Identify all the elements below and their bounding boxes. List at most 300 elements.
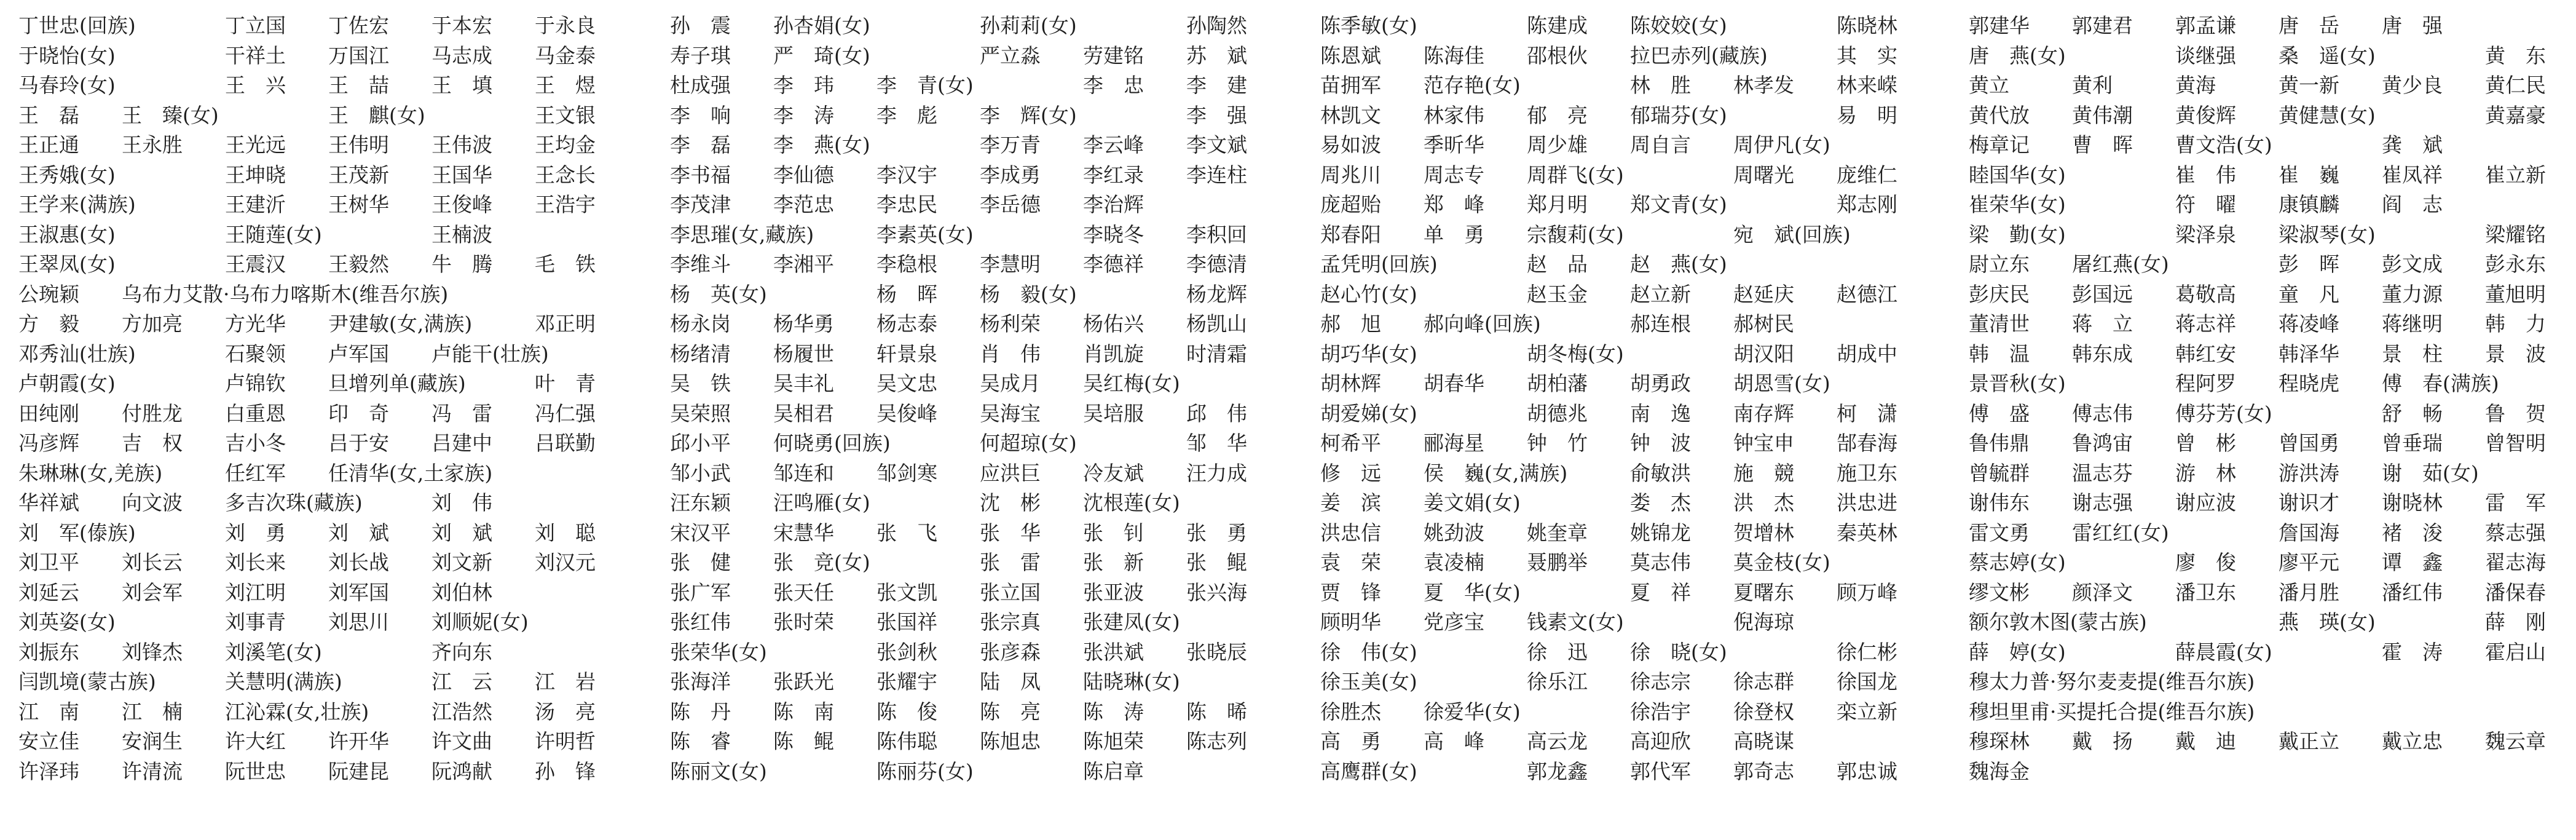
person-name: 栾立新 — [1837, 699, 1897, 724]
person-name: 傅 春(满族) — [2382, 371, 2499, 395]
person-name: 吕建中 — [431, 431, 492, 455]
name-row — [18, 282, 639, 312]
person-name: 徐爱华(女) — [1424, 699, 1521, 724]
name-row — [1320, 700, 1941, 730]
person-name: 王 填 — [431, 73, 492, 97]
person-name: 陈 丹 — [670, 699, 731, 724]
person-name: 黄海 — [2175, 73, 2216, 97]
person-name: 王随莲(女) — [225, 222, 322, 247]
person-name: 吕于安 — [328, 431, 389, 455]
person-name: 彭永东 — [2485, 252, 2546, 276]
person-name: 马金泰 — [535, 43, 596, 68]
person-name: 张兴海 — [1186, 580, 1247, 604]
name-row — [18, 103, 639, 133]
person-name: 刘卫平 — [18, 550, 79, 574]
person-name: 谭 鑫 — [2382, 550, 2443, 574]
person-name: 关慧明(满族) — [225, 670, 342, 694]
person-name: 郝向峰(回族) — [1424, 312, 1541, 336]
person-name: 劳建铭 — [1083, 43, 1144, 68]
person-name: 易如波 — [1320, 133, 1381, 157]
person-name: 李书福 — [670, 162, 731, 187]
person-name: 钟 波 — [1630, 431, 1691, 455]
person-name: 吴成月 — [980, 371, 1041, 395]
person-name: 周自言 — [1630, 133, 1691, 157]
person-name: 陈志列 — [1186, 729, 1247, 753]
person-name: 郝树民 — [1733, 312, 1794, 336]
name-row — [18, 729, 639, 759]
person-name: 任清华(女,土家族) — [328, 461, 493, 485]
person-name: 印 奇 — [328, 401, 389, 426]
person-name: 邹小武 — [670, 461, 731, 485]
person-name: 徐浩宇 — [1630, 699, 1691, 724]
person-name: 李维斗 — [670, 252, 731, 276]
name-row — [18, 700, 639, 730]
person-name: 阮鸿献 — [431, 759, 492, 783]
name-row — [18, 550, 639, 580]
person-name: 干祥土 — [225, 43, 286, 68]
person-name: 徐胜杰 — [1320, 699, 1381, 724]
person-name: 庞超贻 — [1320, 192, 1381, 216]
person-name: 潘月胜 — [2279, 580, 2339, 604]
name-row — [1969, 342, 2576, 372]
name-row — [18, 402, 639, 432]
person-name: 郝 旭 — [1320, 312, 1381, 336]
person-name: 李素英(女) — [876, 222, 974, 247]
person-name: 丁立国 — [225, 14, 286, 38]
name-row — [1969, 461, 2576, 491]
person-name: 蒋凌峰 — [2279, 312, 2339, 336]
person-name: 宋慧华 — [773, 520, 834, 545]
person-name: 崔荣华(女) — [1969, 192, 2066, 216]
person-name: 雷红红(女) — [2072, 520, 2169, 545]
person-name: 张 钊 — [1083, 520, 1144, 545]
person-name: 洪忠信 — [1320, 520, 1381, 545]
name-row — [18, 342, 639, 372]
person-name: 王 臻(女) — [122, 103, 219, 127]
person-name: 黄俊辉 — [2175, 103, 2236, 127]
person-name: 张红伟 — [670, 610, 731, 634]
person-name: 崔立新 — [2485, 162, 2546, 187]
person-name: 韩东成 — [2072, 341, 2133, 366]
person-name: 薛晨霞(女) — [2175, 640, 2272, 664]
person-name: 尹建敏(女,满族) — [328, 312, 473, 336]
person-name: 梁淑琴(女) — [2279, 222, 2376, 247]
name-row — [1969, 700, 2576, 730]
person-name: 张 竞(女) — [773, 550, 870, 574]
person-name: 陈 南 — [773, 699, 834, 724]
person-name: 顾万峰 — [1837, 580, 1897, 604]
person-name: 黄少良 — [2382, 73, 2443, 97]
person-name: 胡柏藩 — [1527, 371, 1588, 395]
person-name: 鲁伟鼎 — [1969, 431, 2030, 455]
person-name: 睦国华(女) — [1969, 162, 2066, 187]
person-name: 刘 军(傣族) — [18, 520, 136, 545]
person-name: 刘锋杰 — [122, 640, 183, 664]
name-column-2 — [670, 14, 1291, 789]
person-name: 李汉宇 — [876, 162, 937, 187]
person-name: 李忠民 — [876, 192, 937, 216]
person-name: 胡恩雪(女) — [1733, 371, 1830, 395]
person-name: 谢晓林 — [2382, 491, 2443, 515]
person-name: 王国华 — [431, 162, 492, 187]
person-name: 江 云 — [431, 670, 492, 694]
person-name: 多吉次珠(藏族) — [225, 491, 363, 515]
person-name: 徐 晓(女) — [1630, 640, 1727, 664]
person-name: 舒 畅 — [2382, 401, 2443, 426]
person-name: 林来嵘 — [1837, 73, 1897, 97]
person-name: 陈伟聪 — [876, 729, 937, 753]
person-name: 潘卫东 — [2175, 580, 2236, 604]
person-name: 孙陶然 — [1186, 14, 1247, 38]
person-name: 张 雷 — [980, 550, 1041, 574]
person-name: 严立淼 — [980, 43, 1041, 68]
person-name: 霍启山 — [2485, 640, 2546, 664]
person-name: 娄 杰 — [1630, 491, 1691, 515]
name-row — [1320, 312, 1941, 342]
name-row — [18, 133, 639, 163]
person-name: 陈 鲲 — [773, 729, 834, 753]
person-name: 吴相君 — [773, 401, 834, 426]
person-name: 谢志强 — [2072, 491, 2133, 515]
person-name: 郑月明 — [1527, 192, 1588, 216]
person-name: 邹连和 — [773, 461, 834, 485]
person-name: 贾 锋 — [1320, 580, 1381, 604]
person-name: 刘 勇 — [225, 520, 286, 545]
person-name: 鲁 贺 — [2485, 401, 2546, 426]
person-name: 刘长云 — [122, 550, 183, 574]
person-name: 蒋继明 — [2382, 312, 2443, 336]
person-name: 王伟明 — [328, 133, 389, 157]
person-name: 吕联勤 — [535, 431, 596, 455]
person-name: 葛敬高 — [2175, 282, 2236, 306]
person-name: 李 玮 — [773, 73, 834, 97]
person-name: 刘江明 — [225, 580, 286, 604]
person-name: 张国祥 — [876, 610, 937, 634]
person-name: 张宗真 — [980, 610, 1041, 634]
person-name: 陈建成 — [1527, 14, 1588, 38]
person-name: 张建凤(女) — [1083, 610, 1180, 634]
person-name: 陈海佳 — [1424, 43, 1484, 68]
name-row — [1320, 461, 1941, 491]
person-name: 南存辉 — [1733, 401, 1794, 426]
person-name: 薛 婷(女) — [1969, 640, 2066, 664]
person-name: 李红录 — [1083, 162, 1144, 187]
person-name: 吴荣照 — [670, 401, 731, 426]
person-name: 杨履世 — [773, 341, 834, 366]
person-name: 洪 杰 — [1733, 491, 1794, 515]
person-name: 戴 扬 — [2072, 729, 2133, 753]
name-row — [18, 223, 639, 253]
name-row — [670, 342, 1291, 372]
person-name: 安立佳 — [18, 729, 79, 753]
name-row — [670, 580, 1291, 611]
name-column-1 — [18, 14, 639, 789]
name-row — [1320, 550, 1941, 580]
person-name: 屠红燕(女) — [2072, 252, 2169, 276]
person-name: 沈 彬 — [980, 491, 1041, 515]
person-name: 王楠波 — [431, 222, 492, 247]
person-name: 潘保春 — [2485, 580, 2546, 604]
person-name: 宋汉平 — [670, 520, 731, 545]
person-name: 贺增林 — [1733, 520, 1794, 545]
person-name: 胡巧华(女) — [1320, 341, 1417, 366]
person-name: 赵立新 — [1630, 282, 1691, 306]
person-name: 王茂新 — [328, 162, 389, 187]
person-name: 程阿罗 — [2175, 371, 2236, 395]
person-name: 阮世忠 — [225, 759, 286, 783]
name-row — [1969, 431, 2576, 461]
person-name: 王毅然 — [328, 252, 389, 276]
person-name: 黄一新 — [2279, 73, 2339, 97]
person-name: 李湘平 — [773, 252, 834, 276]
person-name: 向文波 — [122, 491, 183, 515]
person-name: 刘汉元 — [535, 550, 596, 574]
person-name: 袁 荣 — [1320, 550, 1381, 574]
person-name: 倪海琼 — [1733, 610, 1794, 634]
name-row — [670, 402, 1291, 432]
name-row — [1969, 550, 2576, 580]
person-name: 夏 华(女) — [1424, 580, 1521, 604]
person-name: 朱琳琳(女,羌族) — [18, 461, 163, 485]
person-name: 桑 遥(女) — [2279, 43, 2376, 68]
name-row — [1969, 223, 2576, 253]
person-name: 邹 华 — [1186, 431, 1247, 455]
name-row — [670, 192, 1291, 223]
person-name: 张 华 — [980, 520, 1041, 545]
person-name: 于本宏 — [431, 14, 492, 38]
person-name: 王 磊 — [18, 103, 79, 127]
person-name: 李仙德 — [773, 162, 834, 187]
person-name: 张广军 — [670, 580, 731, 604]
person-name: 方 毅 — [18, 312, 79, 336]
person-name: 于永良 — [535, 14, 596, 38]
person-name: 唐 强 — [2382, 14, 2443, 38]
name-row — [670, 550, 1291, 580]
name-row — [670, 371, 1291, 402]
person-name: 李治辉 — [1083, 192, 1144, 216]
person-name: 唐 岳 — [2279, 14, 2339, 38]
name-row — [670, 670, 1291, 700]
name-row — [1320, 402, 1941, 432]
person-name: 彭国远 — [2072, 282, 2133, 306]
person-name: 公琬颖 — [18, 282, 79, 306]
person-name: 林凯文 — [1320, 103, 1381, 127]
person-name: 彭庆民 — [1969, 282, 2030, 306]
person-name: 俞敏洪 — [1630, 461, 1691, 485]
name-row — [18, 431, 639, 461]
person-name: 戴 迪 — [2175, 729, 2236, 753]
name-column-4 — [1969, 14, 2576, 789]
person-name: 孙 震 — [670, 14, 731, 38]
person-name: 徐国龙 — [1837, 670, 1897, 694]
person-name: 温志芬 — [2072, 461, 2133, 485]
person-name: 夏 祥 — [1630, 580, 1691, 604]
person-name: 徐登权 — [1733, 699, 1794, 724]
person-name: 吴红梅(女) — [1083, 371, 1180, 395]
person-name: 张 勇 — [1186, 520, 1247, 545]
person-name: 李 彪 — [876, 103, 937, 127]
person-name: 其 实 — [1837, 43, 1897, 68]
person-name: 杨永岗 — [670, 312, 731, 336]
person-name: 沈根莲(女) — [1083, 491, 1180, 515]
person-name: 旦增列单(藏族) — [328, 371, 466, 395]
name-row — [1320, 759, 1941, 790]
person-name: 季昕华 — [1424, 133, 1484, 157]
name-row — [1320, 103, 1941, 133]
person-name: 吴培服 — [1083, 401, 1144, 426]
person-name: 何晓勇(回族) — [773, 431, 891, 455]
person-name: 董力源 — [2382, 282, 2443, 306]
person-name: 张 健 — [670, 550, 731, 574]
name-row — [1969, 371, 2576, 402]
person-name: 王震汉 — [225, 252, 286, 276]
person-name: 王淑惠(女) — [18, 222, 116, 247]
name-row — [670, 759, 1291, 790]
name-row — [1969, 312, 2576, 342]
person-name: 郭建华 — [1969, 14, 2030, 38]
person-name: 江 南 — [18, 699, 79, 724]
person-name: 邓正明 — [535, 312, 596, 336]
person-name: 李茂津 — [670, 192, 731, 216]
person-name: 李晓冬 — [1083, 222, 1144, 247]
name-row — [670, 252, 1291, 282]
person-name: 陈 睿 — [670, 729, 731, 753]
person-name: 赵 燕(女) — [1630, 252, 1727, 276]
person-name: 潘红伟 — [2382, 580, 2443, 604]
person-name: 刘 聪 — [535, 520, 596, 545]
person-name: 戴立忠 — [2382, 729, 2443, 753]
person-name: 付胜龙 — [122, 401, 183, 426]
person-name: 曾毓群 — [1969, 461, 2030, 485]
person-name: 陈旭荣 — [1083, 729, 1144, 753]
person-name: 王文银 — [535, 103, 596, 127]
person-name: 何超琼(女) — [980, 431, 1077, 455]
person-name: 安润生 — [122, 729, 183, 753]
person-name: 程晓虎 — [2279, 371, 2339, 395]
name-row — [1320, 521, 1941, 551]
person-name: 黄仁民 — [2485, 73, 2546, 97]
name-row — [670, 431, 1291, 461]
person-name: 轩景泉 — [876, 341, 937, 366]
person-name: 傅志伟 — [2072, 401, 2133, 426]
person-name: 张荣华(女) — [670, 640, 767, 664]
person-name: 秦英林 — [1837, 520, 1897, 545]
person-name: 阎 志 — [2382, 192, 2443, 216]
person-name: 齐向东 — [431, 640, 492, 664]
person-name: 蒋志祥 — [2175, 312, 2236, 336]
person-name: 赵玉金 — [1527, 282, 1588, 306]
person-name: 李 建 — [1186, 73, 1247, 97]
person-name: 王 煜 — [535, 73, 596, 97]
person-name: 康镇麟 — [2279, 192, 2339, 216]
person-name: 马春玲(女) — [18, 73, 116, 97]
person-name: 杜成强 — [670, 73, 731, 97]
person-name: 郑 峰 — [1424, 192, 1484, 216]
person-name: 王 喆 — [328, 73, 389, 97]
person-name: 刘英姿(女) — [18, 610, 116, 634]
person-name: 郭代军 — [1630, 759, 1691, 783]
person-name: 徐仁彬 — [1837, 640, 1897, 664]
person-name: 施卫东 — [1837, 461, 1897, 485]
name-row — [1969, 133, 2576, 163]
person-name: 杨 晖 — [876, 282, 937, 306]
person-name: 宗馥莉(女) — [1527, 222, 1624, 247]
name-row — [1320, 223, 1941, 253]
person-name: 颜泽文 — [2072, 580, 2133, 604]
person-name: 蔡志强 — [2485, 520, 2546, 545]
person-name: 闫凯境(蒙古族) — [18, 670, 156, 694]
person-name: 单 勇 — [1424, 222, 1484, 247]
person-name: 张彦森 — [980, 640, 1041, 664]
person-name: 杨龙辉 — [1186, 282, 1247, 306]
name-row — [1320, 282, 1941, 312]
person-name: 易 明 — [1837, 103, 1897, 127]
person-name: 叶 青 — [535, 371, 596, 395]
name-row — [1320, 133, 1941, 163]
person-name: 陈丽芬(女) — [876, 759, 974, 783]
person-name: 乌布力艾散·乌布力喀斯木(维吾尔族) — [122, 282, 449, 306]
person-name: 陈姣姣(女) — [1630, 14, 1727, 38]
person-name: 霍 涛 — [2382, 640, 2443, 664]
person-name: 吴 铁 — [670, 371, 731, 395]
person-name: 杨志泰 — [876, 312, 937, 336]
person-name: 李慧明 — [980, 252, 1041, 276]
person-name: 梁耀铭 — [2485, 222, 2546, 247]
person-name: 王浩宇 — [535, 192, 596, 216]
name-row — [670, 521, 1291, 551]
person-name: 李思璀(女,藏族) — [670, 222, 814, 247]
name-row — [1969, 73, 2576, 103]
person-name: 陈 俊 — [876, 699, 937, 724]
person-name: 姜文娟(女) — [1424, 491, 1521, 515]
name-row — [1320, 491, 1941, 521]
person-name: 许开华 — [328, 729, 389, 753]
person-name: 拉巴赤列(藏族) — [1630, 43, 1768, 68]
person-name: 侯 巍(女,满族) — [1424, 461, 1568, 485]
person-name: 徐 伟(女) — [1320, 640, 1417, 664]
person-name: 林 胜 — [1630, 73, 1691, 97]
name-row — [1969, 759, 2576, 790]
person-name: 柯 潇 — [1837, 401, 1897, 426]
person-name: 孙莉莉(女) — [980, 14, 1077, 38]
person-name: 江浩然 — [431, 699, 492, 724]
person-name: 顾明华 — [1320, 610, 1381, 634]
name-row — [1969, 14, 2576, 44]
person-name: 陈 亮 — [980, 699, 1041, 724]
name-row — [1969, 402, 2576, 432]
person-name: 赵 品 — [1527, 252, 1588, 276]
person-name: 刘长来 — [225, 550, 286, 574]
name-row — [1320, 44, 1941, 74]
person-name: 胡冬梅(女) — [1527, 341, 1624, 366]
person-name: 郭忠诚 — [1837, 759, 1897, 783]
person-name: 郝连根 — [1630, 312, 1691, 336]
person-name: 韩泽华 — [2279, 341, 2339, 366]
person-name: 李文斌 — [1186, 133, 1247, 157]
person-name: 张 鲲 — [1186, 550, 1247, 574]
person-name: 于晓怡(女) — [18, 43, 116, 68]
name-row — [670, 103, 1291, 133]
person-name: 曹 晖 — [2072, 133, 2133, 157]
name-row — [1320, 610, 1941, 640]
person-name: 华祥斌 — [18, 491, 79, 515]
person-name: 褚 浚 — [2382, 520, 2443, 545]
person-name: 钟 竹 — [1527, 431, 1588, 455]
name-row — [1969, 729, 2576, 759]
person-name: 胡成中 — [1837, 341, 1897, 366]
person-name: 党彦宝 — [1424, 610, 1484, 634]
name-row — [18, 670, 639, 700]
